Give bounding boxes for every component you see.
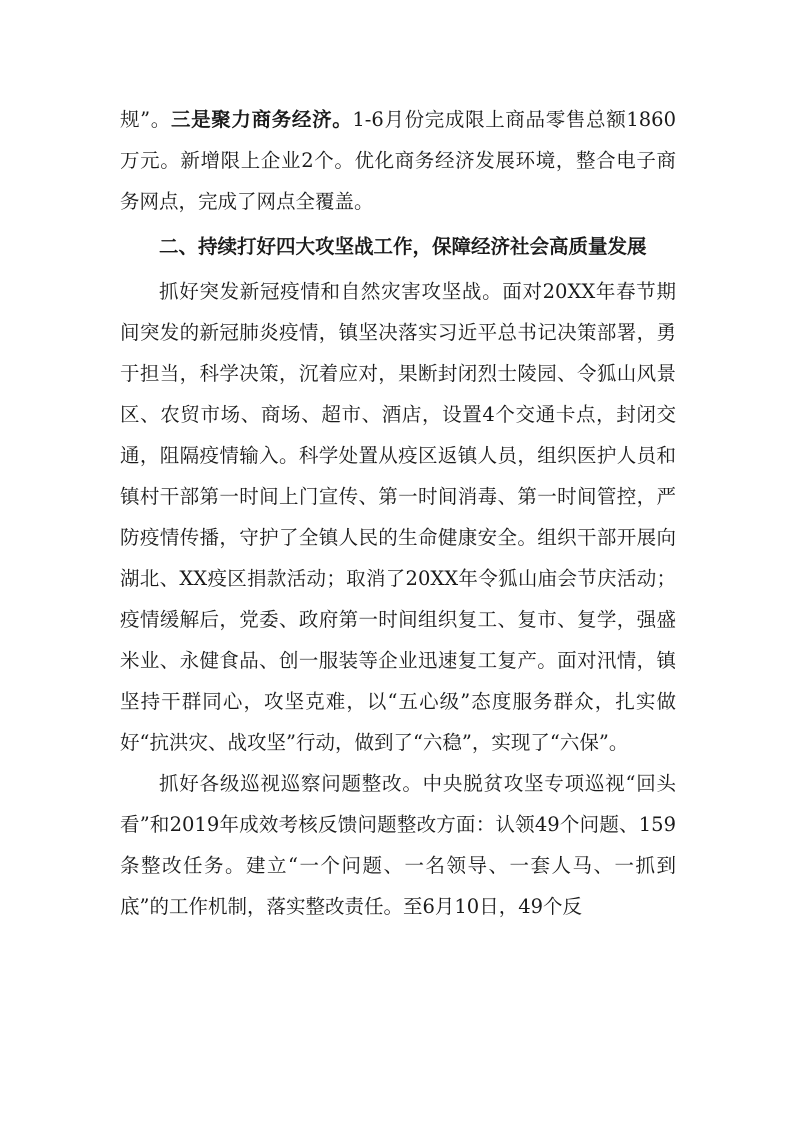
paragraph-inspection: 抓好各级巡视巡察问题整改。中央脱贫攻坚专项巡视“回头看”和2019年成效考核反馈问题整改方面：认领49个问题、159条整改任务。建立“一个问题、一名领导、一套人马、一抓到底”的工作机制，落实整改责任。至6月10日，49个反: [120, 772, 676, 918]
bold-lead-phrase: 三是聚力商务经济。: [170, 108, 353, 131]
paragraph-commerce: [120, 99, 676, 222]
section-heading: 二、持续打好四大攻坚战工作，保障经济社会高质量发展: [159, 235, 647, 258]
paragraph-text: 1-6月份完成限上商品零售总额1860万元。新增限上企业2个。优化商务经济发展环境，整合电子商务网点，完成了网点全覆盖。: [120, 108, 676, 213]
paragraph-epidemic: 抓好突发新冠疫情和自然灾害攻坚战。面对20XX年春节期间突发的新冠肺炎疫情，镇坚决落实习近平总书记决策部署，勇于担当，科学决策，沉着应对，果断封闭烈士陵园、令狐山风景区、农贸市场、商场、超市、酒店，设置4个交通卡点，封闭交通，阻隔疫情输入。科学处置从疫区返镇人员，组织医护人员和镇村干部第一时间上门宣传、第一时间消毒、第一时间管控，严防疫情传播，守护了全镇人民的生命健康安全。组织干部开展向湖北、XX疫区捐款活动；取消了20XX年令狐山庙会节庆活动；疫情缓解后，党委、政府第一时间组织复工、复市、复学，强盛米业、永健食品、创一服装等企业迅速复工复产。面对汛情，镇坚持干群同心，攻坚克难，以“五心级”态度服务群众，扎实做好“抗洪灾、战攻坚”行动，做到了“六稳”，实现了“六保”。: [120, 280, 676, 754]
paragraph-text: 规”。: [120, 108, 171, 131]
document-page: [120, 99, 676, 927]
